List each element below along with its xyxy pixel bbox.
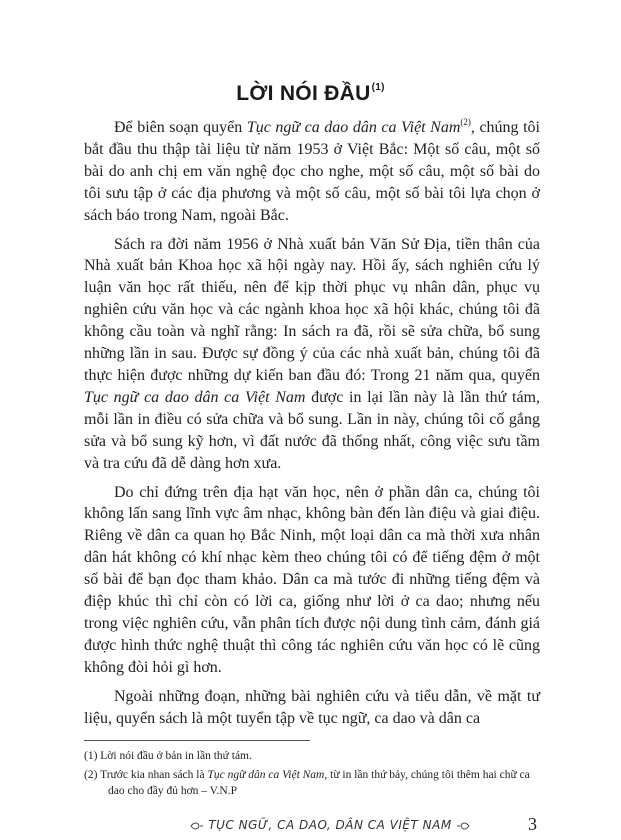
title-text: LỜI NÓI ĐẦU bbox=[236, 82, 371, 105]
book-title-italic: Tục ngữ ca dao dân ca Việt Nam bbox=[246, 119, 461, 136]
ornament-left-icon bbox=[190, 821, 204, 831]
footnote-divider bbox=[84, 740, 310, 741]
book-title-italic: Tục ngữ ca dao dân ca Việt Nam bbox=[84, 388, 306, 406]
paragraph bbox=[84, 482, 540, 679]
paragraph bbox=[84, 234, 540, 475]
body-text bbox=[84, 117, 540, 736]
text-run: Để biên soạn quyển bbox=[114, 119, 247, 136]
text-run: Do chỉ đứng trên địa hạt văn học, nên ở phần dân ca, chúng tôi không lấn sang lĩnh vực âm nhạc, không bàn đến làn điệu và giai điệu. Riêng về dân ca quan họ Bắc Ninh, một loại dân ca mà thời xưa nhân dân hát không có khí nhạc kèm theo chúng tôi có để tiếng đệm ở một số bài để bạn đọc tham khảo. Dân ca mà tước đi những tiếng đệm và điệp khúc thì chỉ còn có lời ca, giống như lời ở ca dao; nhưng nếu trong việc nghiên cứu, vẫn phân tích được nội dung tình cảm, đánh giá được hình thức nghệ thuật thì công tác nghiên cứu văn học có lẽ cũng không đòi hỏi gì hơn. bbox=[84, 483, 540, 676]
text-run: , từ in lần thứ bảy, chúng tôi thêm hai chữ ca dao cho đầy đủ hơn – V.N.P bbox=[108, 768, 530, 797]
footnote bbox=[84, 767, 540, 800]
footnotes bbox=[84, 748, 540, 802]
text-run: được in lại lần này là lần thứ tám, mỗi lần in điều có sửa chữa và bổ sung. Lần in này, chúng tôi cố gắng sửa và bổ sung kỹ hơn, vì đất nước đã thống nhất, công việc sưu tầm và tra cứu đã dễ dàng hơn xưa. bbox=[84, 388, 540, 472]
ornament-right-icon bbox=[456, 821, 470, 831]
paragraph bbox=[84, 686, 540, 730]
text-run: Sách ra đời năm 1956 ở Nhà xuất bản Văn Sử Địa, tiền thân của Nhà xuất bản Khoa học xã hội ngày nay. Hồi ấy, sách nghiên cứu lý luận văn học rất thiếu, nên để kịp thời phục vụ nhân dân, phục vụ nghiên cứu văn học và các ngành khoa học xã hội khác, chúng tôi đã không cầu toàn và nghĩ rằng: In sách ra đã, rồi sẽ sửa chữa, bổ sung những lần in sau. Được sự đồng ý của các nhà xuất bản, chúng tôi đã thực hiện được những dự kiến ban đầu đó: Trong 21 năm qua, quyển bbox=[84, 235, 540, 384]
footnote bbox=[84, 748, 540, 765]
page-number: 3 bbox=[528, 814, 537, 834]
text-run: (1) Lời nói đầu ở bản in lần thứ tám. bbox=[84, 750, 252, 762]
page-title bbox=[0, 82, 621, 106]
text-run: , chúng tôi bắt đầu thu thập tài liệu từ năm 1953 ở Việt Bắc: Một số câu, một số bài do anh chị em văn nghệ đọc cho nghe, một số câu, một số bài do tôi sưu tập ở các địa phương và một số câu, một số bài tôi lựa chọn ở sách báo trong Nam, ngoài Bắc. bbox=[84, 119, 540, 224]
text-run: (2) Trước kia nhan sách là bbox=[84, 768, 208, 781]
running-footer bbox=[190, 818, 470, 832]
book-title-italic: Tục ngữ dân ca Việt Nam bbox=[207, 768, 325, 781]
running-footer-text: TỤC NGỮ, CA DAO, DÂN CA VIỆT NAM bbox=[208, 818, 452, 832]
paragraph bbox=[84, 117, 540, 227]
footnote-marker: (2) bbox=[460, 117, 471, 127]
text-run: Ngoài những đoạn, những bài nghiên cứu và tiểu dẫn, về mặt tư liệu, quyển sách là một tuyển tập về tục ngữ, ca dao và dân ca bbox=[84, 687, 540, 727]
title-footnote-marker: (1) bbox=[371, 82, 385, 93]
page-footer bbox=[0, 814, 621, 838]
